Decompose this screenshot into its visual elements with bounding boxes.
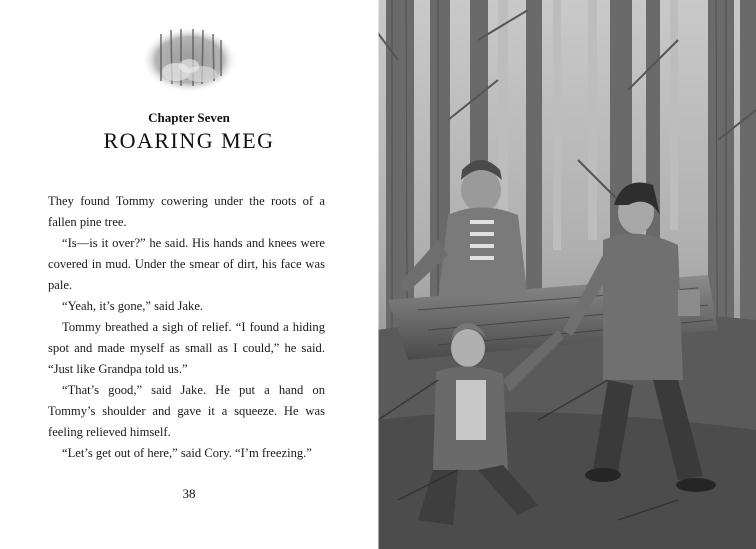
illustration-page bbox=[378, 0, 756, 549]
paragraph: Tommy breathed a sigh of relief. “I found a hiding spot and made myself as small as I could,” he said. “Just like Grandpa told us.” bbox=[48, 320, 325, 376]
paragraph: They found Tommy cowering under the roots of a fallen pine tree. bbox=[48, 194, 325, 229]
paragraph: “That’s good,” said Jake. He put a hand on Tommy’s shoulder and gave it a squeeze. He was feeling relieved himself. bbox=[48, 383, 325, 439]
paragraph: “Is—is it over?” he said. His hands and knees were covered in mud. Under the smear of dirt, his face was pale. bbox=[48, 236, 325, 292]
forest-illustration-image bbox=[378, 0, 756, 549]
chapter-title: ROARING MEG bbox=[103, 128, 275, 153]
chapter-vignette-image bbox=[141, 26, 238, 94]
paragraph: “Yeah, it’s gone,” said Jake. bbox=[62, 299, 204, 313]
chapter-body bbox=[48, 191, 325, 464]
page-number: 38 bbox=[182, 486, 196, 501]
paragraph: “Let’s get out of here,” said Cory. “I’m freezing.” bbox=[62, 446, 312, 460]
chapter-label: Chapter Seven bbox=[148, 110, 230, 125]
